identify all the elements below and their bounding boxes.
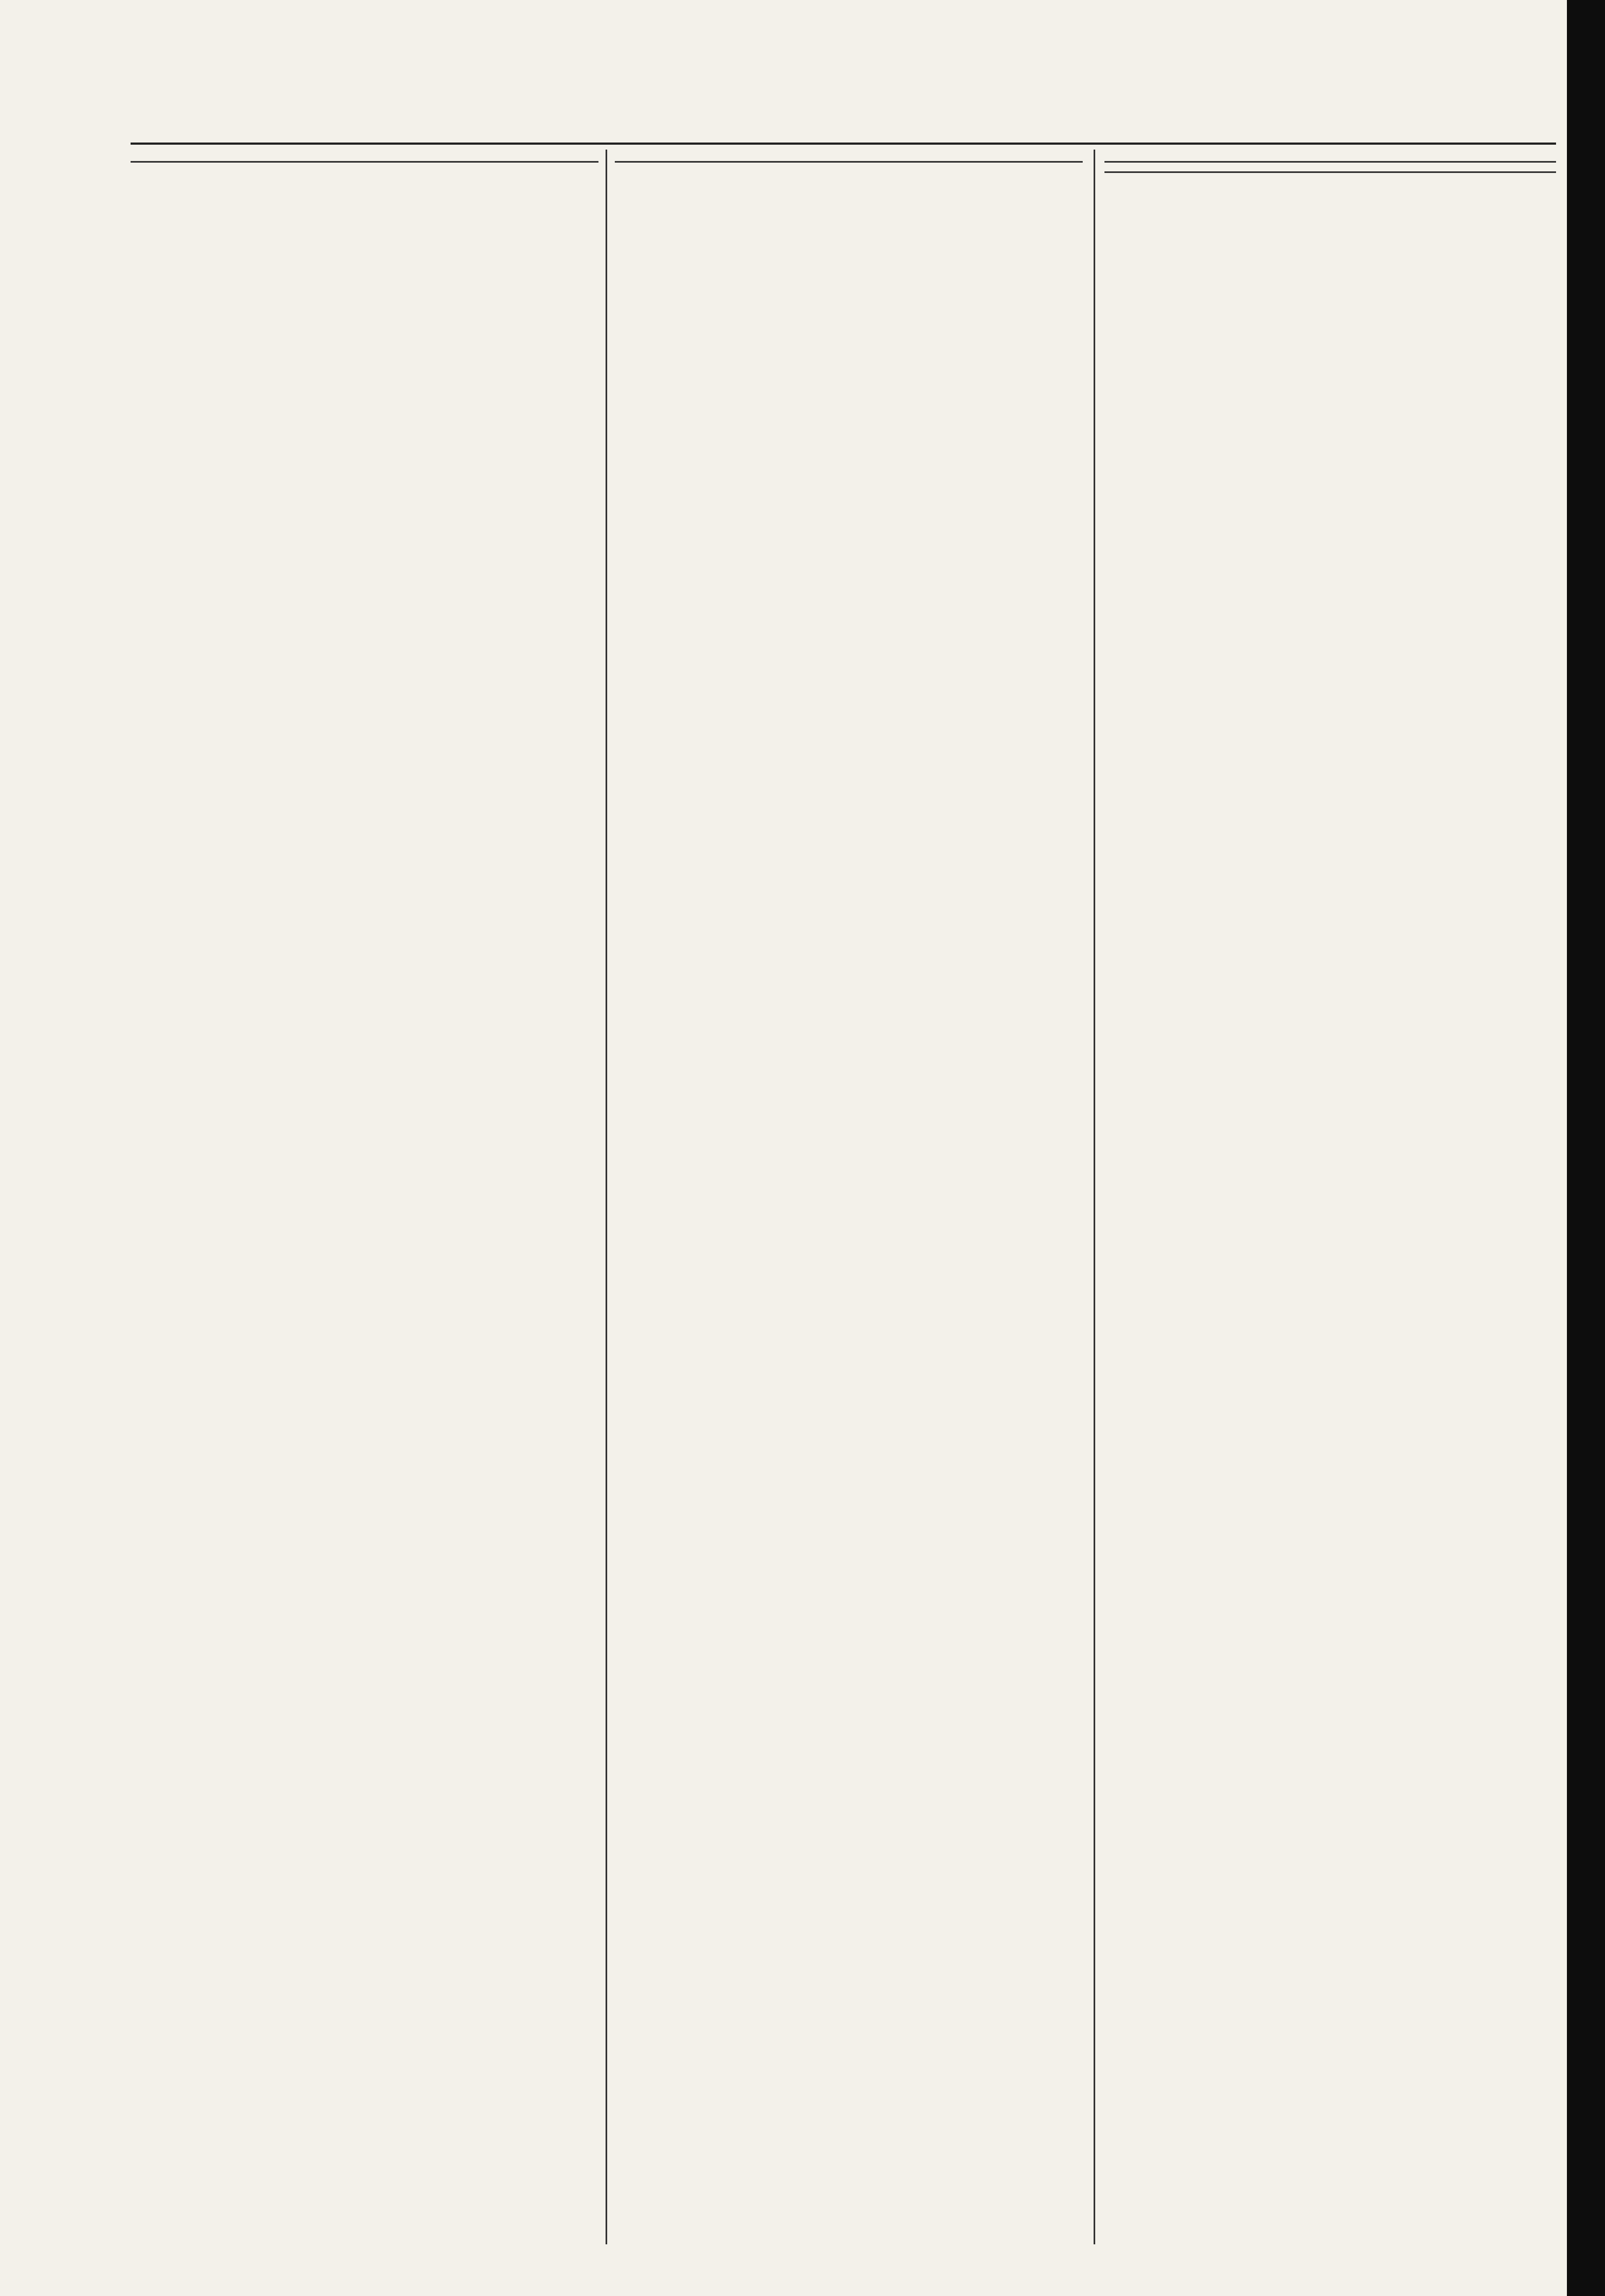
page-header	[131, 106, 1556, 144]
header-rule	[131, 143, 1556, 145]
section-rule	[615, 161, 1083, 163]
column-divider-2	[1094, 150, 1095, 2244]
section-rule	[1104, 161, 1556, 163]
column-1	[131, 152, 598, 2247]
section-rule	[131, 161, 598, 163]
section-rule	[1104, 171, 1556, 173]
column-3	[1104, 152, 1556, 2247]
column-2	[615, 152, 1083, 2247]
scan-edge	[1567, 0, 1605, 2296]
column-divider-1	[606, 150, 607, 2244]
